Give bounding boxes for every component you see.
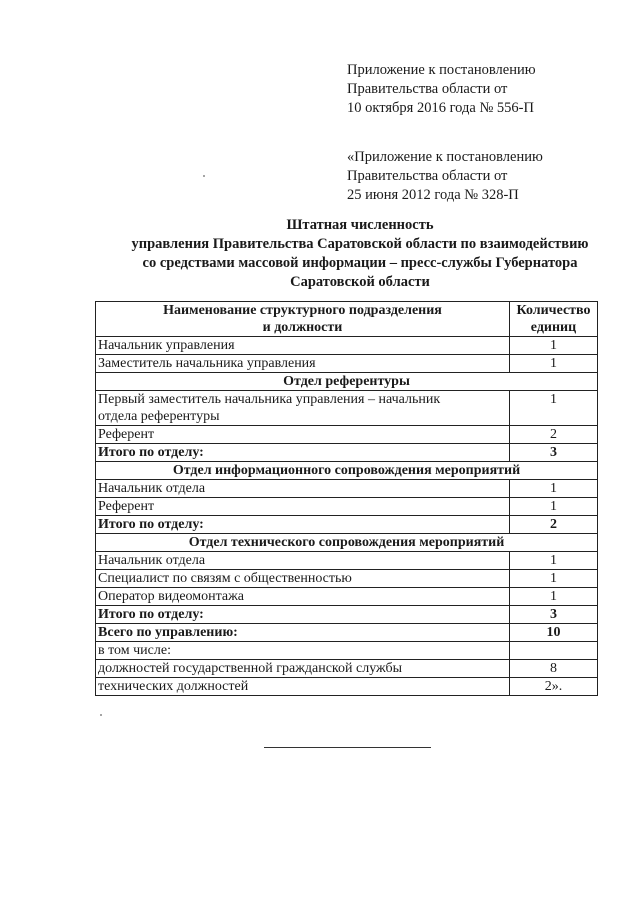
appendix-previous	[347, 148, 543, 205]
document-title	[80, 216, 640, 292]
appendix-line: 10 октября 2016 года № 556-П	[347, 100, 534, 116]
table-row	[96, 552, 598, 570]
section-title: Отдел технического сопровождения мероприятий	[96, 534, 598, 552]
total-row	[96, 516, 598, 534]
title-line: управления Правительства Саратовской области по взаимодействию	[131, 236, 589, 252]
table-row	[96, 355, 598, 373]
total-label: Итого по отделу:	[96, 516, 510, 534]
total-label: Итого по отделу:	[96, 444, 510, 462]
section-title: Отдел информационного сопровождения мероприятий	[96, 462, 598, 480]
table-row	[96, 570, 598, 588]
position-count: 8	[510, 660, 598, 678]
signature-line	[264, 747, 431, 748]
total-count: 3	[510, 606, 598, 624]
total-label: Итого по отделу:	[96, 606, 510, 624]
title-line: Саратовской области	[290, 274, 430, 290]
table-row	[96, 678, 598, 696]
position-count: 1	[510, 498, 598, 516]
position-name: Заместитель начальника управления	[96, 355, 510, 373]
header-name-line: Наименование структурного подразделения	[163, 303, 442, 318]
header-count	[510, 302, 598, 337]
appendix-header	[347, 61, 536, 118]
table-row	[96, 588, 598, 606]
total-row	[96, 606, 598, 624]
header-name-line: и должности	[262, 320, 343, 335]
appendix-line: Правительства области от	[347, 81, 508, 97]
grand-total-row	[96, 624, 598, 642]
table-row	[96, 426, 598, 444]
position-count: 1	[510, 570, 598, 588]
section-title: Отдел референтуры	[96, 373, 598, 391]
position-count: 1	[510, 391, 598, 426]
position-name	[96, 391, 510, 426]
total-count: 3	[510, 444, 598, 462]
appendix-line: 25 июня 2012 года № 328-П	[347, 187, 519, 203]
appendix-line: Приложение к постановлению	[347, 62, 536, 78]
position-name: Референт	[96, 498, 510, 516]
position-name-line: Первый заместитель начальника управления – начальник	[98, 392, 441, 407]
total-row	[96, 444, 598, 462]
table-row	[96, 660, 598, 678]
table-row	[96, 480, 598, 498]
appendix-line: Правительства области от	[347, 168, 508, 184]
position-count: 1	[510, 480, 598, 498]
staff-table	[95, 301, 598, 696]
table-row	[96, 642, 598, 660]
grand-total-label: Всего по управлению:	[96, 624, 510, 642]
position-count	[510, 642, 598, 660]
position-name: Референт	[96, 426, 510, 444]
table-header-row	[96, 302, 598, 337]
table-row	[96, 391, 598, 426]
position-count: 1	[510, 337, 598, 355]
header-count-line: Количество	[516, 303, 591, 318]
section-row	[96, 373, 598, 391]
scan-speck	[100, 714, 102, 716]
grand-total-count: 10	[510, 624, 598, 642]
position-name: в том числе:	[96, 642, 510, 660]
position-count: 2	[510, 426, 598, 444]
position-count: 1	[510, 588, 598, 606]
appendix-line: «Приложение к постановлению	[347, 149, 543, 165]
total-count: 2	[510, 516, 598, 534]
position-name-line: отдела референтуры	[98, 409, 220, 424]
position-name: технических должностей	[96, 678, 510, 696]
scan-speck	[203, 175, 205, 177]
position-count: 2».	[510, 678, 598, 696]
header-name	[96, 302, 510, 337]
position-name: Начальник отдела	[96, 552, 510, 570]
position-name: Оператор видеомонтажа	[96, 588, 510, 606]
section-row	[96, 462, 598, 480]
position-count: 1	[510, 355, 598, 373]
position-name: Начальник отдела	[96, 480, 510, 498]
position-name: Начальник управления	[96, 337, 510, 355]
table-row	[96, 498, 598, 516]
table-row	[96, 337, 598, 355]
section-row	[96, 534, 598, 552]
position-name: должностей государственной гражданской службы	[96, 660, 510, 678]
position-count: 1	[510, 552, 598, 570]
title-line: со средствами массовой информации – пресс-службы Губернатора	[142, 255, 578, 271]
header-count-line: единиц	[530, 320, 577, 335]
position-name: Специалист по связям с общественностью	[96, 570, 510, 588]
title-line: Штатная численность	[286, 217, 434, 233]
